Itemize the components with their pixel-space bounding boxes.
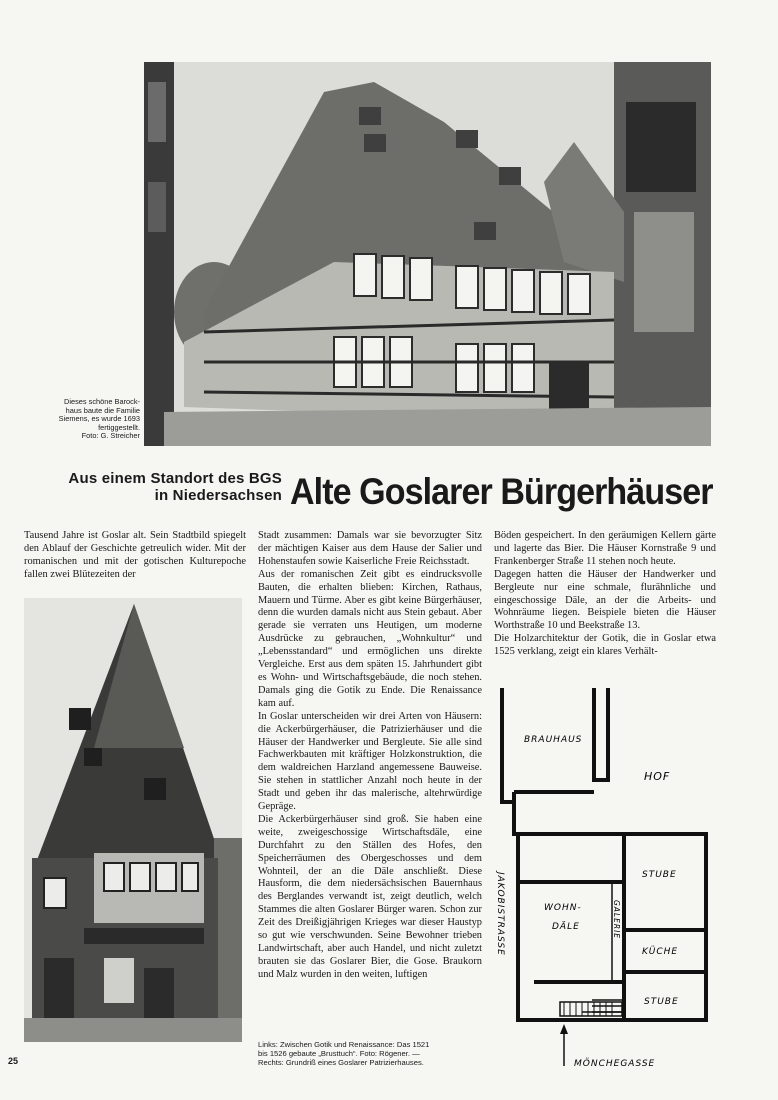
bottom-caption (258, 1040, 488, 1067)
label-hof: HOF (644, 770, 671, 783)
paragraph: In Goslar unterscheiden wir drei Arten von Häusern: die Ackerbürgerhäuser, die Patrizierhäuser und die Häuser der Handwerker und Bergleute. Sie alle sind Fachwerkbauten mit kräftiger Holzkonstruktion, die dem waldreichen Harzland angemessene Bauweise. Sie stehen in stattlicher Anzahl noch heute in der Stadt und geben ihr das malerische, altehrwürdige Gepräge. (258, 710, 482, 813)
paragraph: Tausend Jahre ist Goslar alt. Sein Stadtbild spiegelt den Ablauf der Geschichte getreulich wider. Mit der romanischen und mit der gotischen Kulturepoche fallen zwei Blütezeiten der (24, 530, 246, 580)
top-photo (144, 62, 711, 446)
baroque-house-illustration (144, 62, 711, 446)
floor-plan-drawing (494, 682, 718, 1072)
label-stube-top: STUBE (642, 870, 677, 880)
caption-credit: Foto: G. Streicher (81, 431, 140, 441)
caption-line: Siemens, es wurde 1693 (58, 414, 140, 424)
column-1-text (24, 530, 246, 582)
page-number: 25 (8, 1056, 19, 1066)
paragraph: Die Holzarchitektur der Gotik, die in Goslar etwa 1525 verklang, zeigt ein klares Verhält- (494, 633, 716, 658)
caption-line: haus baute die Familie (65, 405, 140, 415)
label-wohn: WOHN- (544, 903, 582, 913)
paragraph: Stadt zusammen: Damals war sie bevorzugter Sitz der mächtigen Kaiser aus dem Hause der Salier und Hohenstaufen sowie Kaiserliche Freie Reichsstadt. (258, 530, 482, 567)
label-stube-bottom: STUBE (644, 997, 679, 1007)
label-galerie: GALERIE (612, 900, 621, 940)
caption-line: Links: Zwischen Gotik und Renaissance: Das 1521 (258, 1040, 430, 1049)
caption-line: Dieses schöne Barock- (64, 397, 140, 406)
top-photo-caption (20, 398, 140, 441)
paragraph: Böden gespeichert. In den geräumigen Kellern gärte und lagerte das Bier. Die Häuser Kornstraße 9 und Frankenberger Straße 11 stehen noch heute. (494, 530, 716, 567)
column-2-text (258, 530, 482, 982)
article-kicker (20, 470, 282, 504)
paragraph: Die Ackerbürgerhäuser sind groß. Sie haben eine weite, zweigeschossige Wirtschaftsdäle, eine Durchfahrt zu den Ställen des Hofes, den Speicherräumen des Obergeschosses und dem Wohnteil, der an die Däle anschließt. Diese Hausform, die dem niedersächsischen Bauernhaus des Berglandes verwandt ist, zeigt deutlich, welch Stammes die alten Goslarer Bürger waren. Schon zur Zeit des Dreißigjährigen Krieges war dieser Haustyp so gut wie verschwunden. Seine Bewohner trieben Landwirtschaft, aber auch Handel, und nicht zuletzt brauten sie das Goslarer Bier, die Gose. Braukorn und Malz wurden in den weiten, luftigen (258, 813, 482, 980)
brusttuch-photo (24, 598, 242, 1042)
label-daele: DÄLE (552, 922, 580, 932)
column-3-text (494, 530, 716, 659)
caption-line: bis 1526 gebaute „Brusttuch“. Foto: Rögener. — (258, 1049, 420, 1058)
caption-line: Rechts: Grundriß eines Goslarer Patrizierhauses. (258, 1058, 424, 1067)
floor-plan (494, 682, 718, 1072)
brusttuch-illustration (24, 598, 242, 1042)
label-moenchegasse: MÖNCHEGASSE (574, 1059, 656, 1069)
label-jakobistrasse: JAKOBISTRASSE (495, 872, 505, 956)
article-title: Alte Goslarer Bürgerhäuser (290, 471, 713, 512)
kicker-line-2: in Niedersachsen (154, 487, 282, 504)
paragraph: Dagegen hatten die Häuser der Handwerker und Bergleute nur eine schmale, flurähnliche und eingeschossige Däle, an der die Arbeits- und Wohnräume liegen. Beispiele bieten die Häuser Worthstraße 10 und Beekstraße 13. (494, 568, 716, 632)
paragraph: Aus der romanischen Zeit gibt es eindrucksvolle Bauten, die erhalten blieben: Kirchen, Rathaus, Mauern und Türme. Aber es gibt keine Bürgerhäuser, denn die wurden damals nicht aus Stein gebaut. Aber gerade sie verraten uns Heutigen, um moderne Ausdrücke zu gebrauchen, „Wohnkultur“ und „Lebensstandard“ und ermöglichen uns direkte Vergleiche. Erst aus dem späten 15. Jahrhundert gibt es Wohn- und Wirtschaftsgebäude, die noch stehen. Damals ging die Gotik zu Ende. Die Renaissance kam auf. (258, 568, 482, 709)
label-brauhaus: BRAUHAUS (524, 735, 583, 745)
kicker-line-1: Aus einem Standort des BGS (68, 470, 282, 487)
caption-line: fertiggestellt. (98, 422, 140, 432)
label-kueche: KÜCHE (642, 947, 679, 957)
